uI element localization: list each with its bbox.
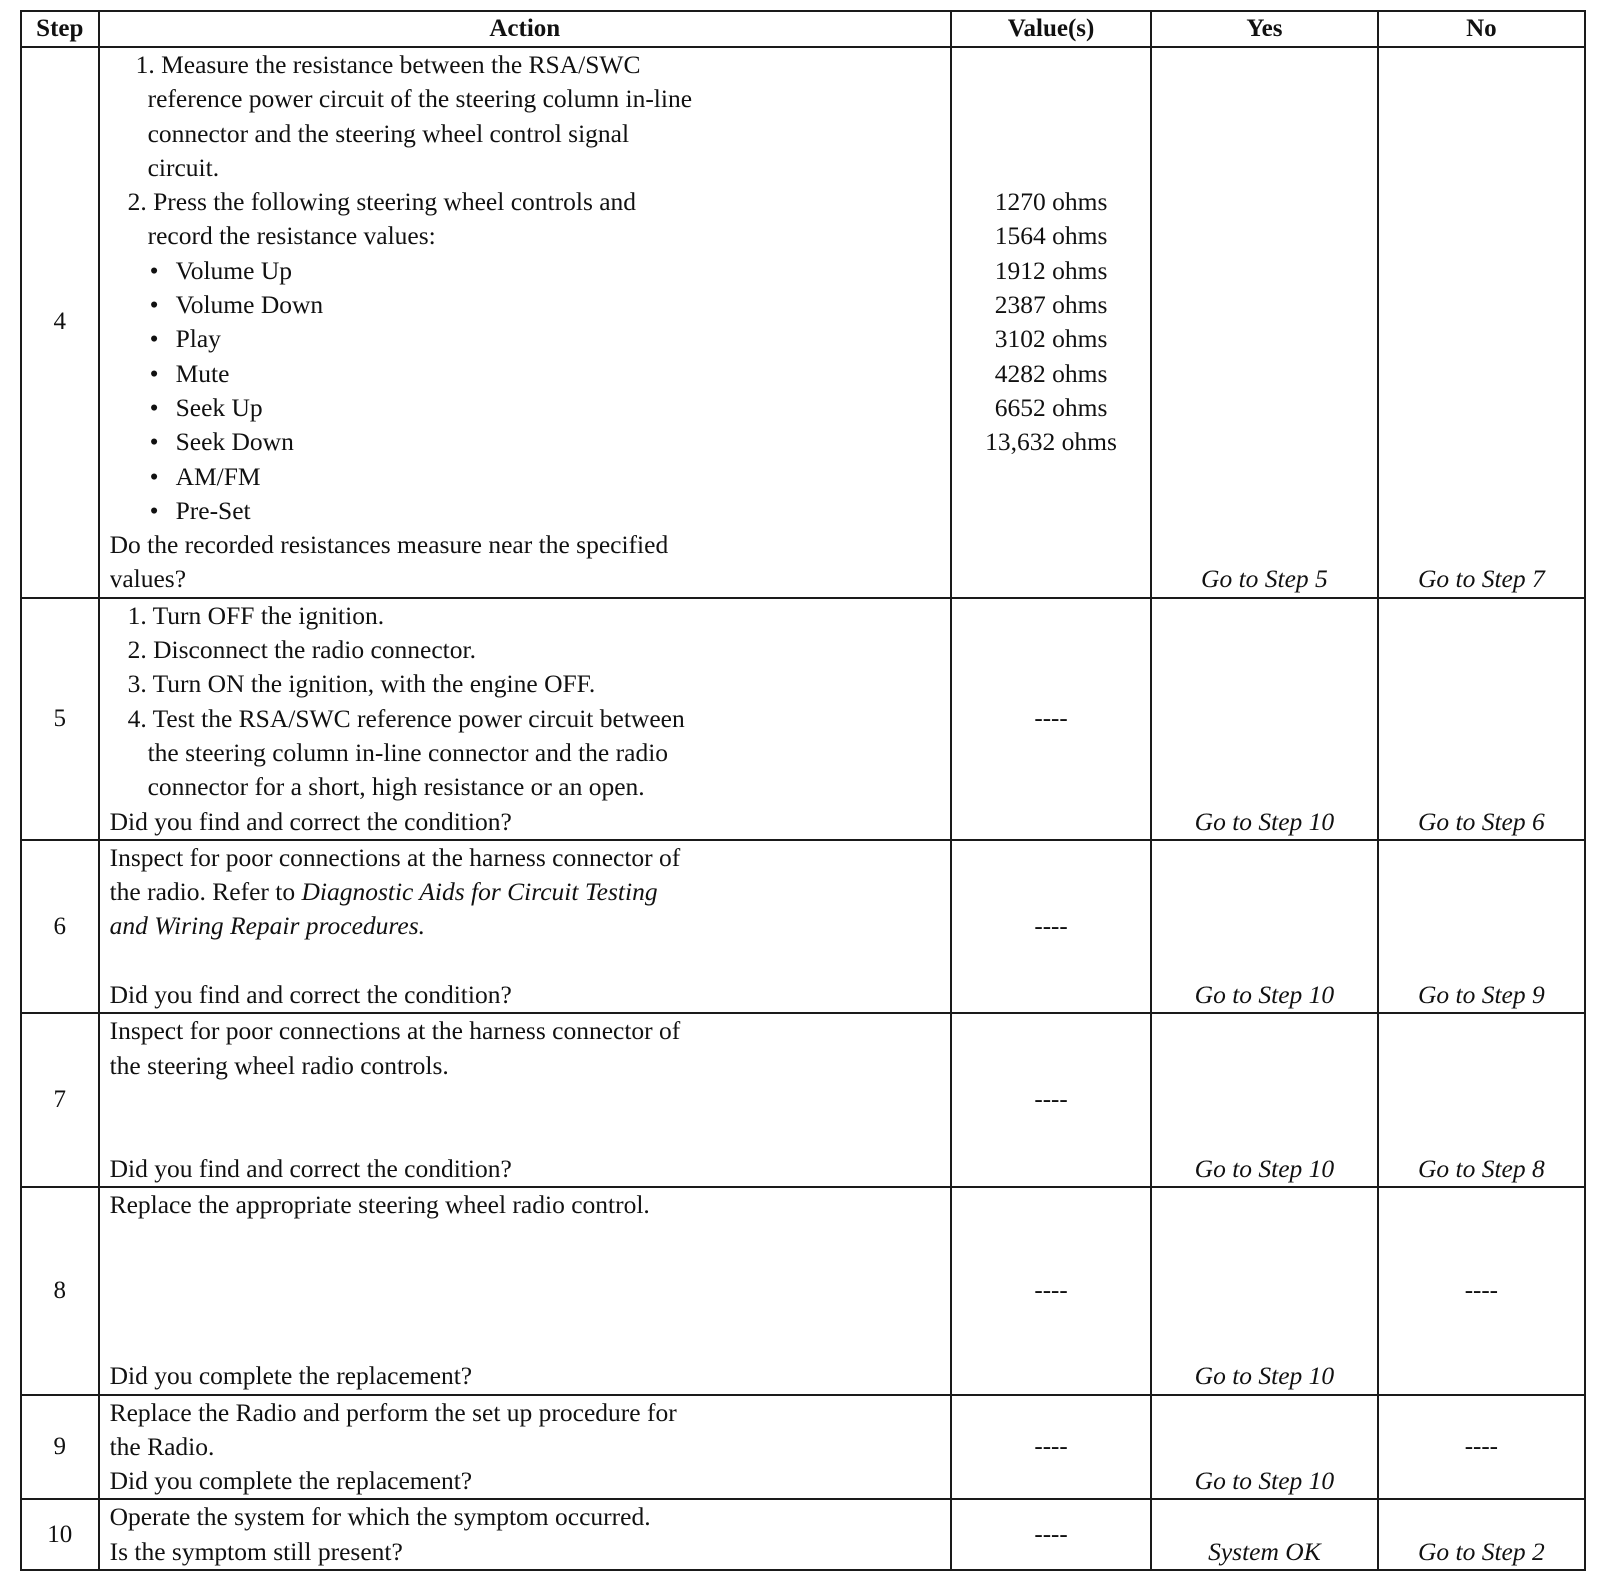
action-text: the radio. Refer to Diagnostic Aids for Circuit Testing — [109, 877, 658, 907]
bullet-item: • Seek Down — [110, 425, 950, 459]
table-row-step-7 — [21, 1013, 1585, 1186]
question-text: Did you find and correct the condition? — [109, 1153, 512, 1183]
header-row — [21, 11, 1585, 47]
header-yes: Yes — [1151, 11, 1378, 47]
action-text: Replace the appropriate steering wheel radio control. — [109, 1189, 650, 1219]
table-row-step-10 — [21, 1499, 1585, 1570]
yes-cell: System OK — [1151, 1499, 1378, 1570]
no-cell: Go to Step 2 — [1378, 1499, 1585, 1570]
numbered-item: 1. Turn OFF the ignition. — [127, 600, 385, 630]
bullet-icon: • — [149, 358, 159, 388]
item-text: record the resistance values: — [147, 221, 436, 251]
value-cell: ---- — [951, 1013, 1151, 1186]
question-text: Did you complete the replacement? — [109, 1466, 473, 1496]
action-text: Operate the system for which the symptom occurred. — [109, 1502, 651, 1532]
table-row-step-8 — [21, 1187, 1585, 1395]
question-text: Did you complete the replacement? — [109, 1361, 473, 1391]
bullet-icon: • — [149, 495, 159, 525]
action-text: the Radio. — [109, 1431, 215, 1461]
action-cell — [99, 1013, 951, 1186]
no-cell: Go to Step 8 — [1378, 1013, 1585, 1186]
yes-cell: Go to Step 10 — [1151, 1187, 1378, 1395]
action-cell — [99, 47, 951, 598]
numbered-item: 4. Test the RSA/SWC reference power circuit between — [127, 703, 685, 733]
value-item: 1564 ohms — [994, 221, 1108, 251]
action-text: Replace the Radio and perform the set up procedure for — [109, 1397, 677, 1427]
header-no: No — [1378, 11, 1585, 47]
step-number: 10 — [21, 1499, 99, 1570]
bullet-icon: • — [149, 392, 159, 422]
header-step: Step — [21, 11, 99, 47]
table-row-step-5 — [21, 598, 1585, 840]
question-text: Is the symptom still present? — [109, 1536, 403, 1566]
yes-cell: Go to Step 5 — [1151, 47, 1378, 598]
item-text: connector for a short, high resistance or an open. — [147, 772, 645, 802]
step-number: 9 — [21, 1395, 99, 1500]
action-cell — [99, 840, 951, 1013]
value-item: 13,632 ohms — [985, 427, 1117, 457]
question-text: Do the recorded resistances measure near the specified — [109, 530, 669, 560]
item-text: circuit. — [147, 152, 220, 182]
numbered-item — [110, 48, 950, 82]
no-cell: Go to Step 7 — [1378, 47, 1585, 598]
yes-cell: Go to Step 10 — [1151, 1013, 1378, 1186]
item-text: connector and the steering wheel control signal — [147, 118, 630, 148]
step-number: 6 — [21, 840, 99, 1013]
header-action: Action — [99, 11, 951, 47]
yes-cell: Go to Step 10 — [1151, 598, 1378, 840]
table-row-step-4 — [21, 47, 1585, 598]
value-cell: ---- — [951, 1499, 1151, 1570]
no-cell: ---- — [1378, 1187, 1585, 1395]
value-item: 1270 ohms — [994, 187, 1108, 217]
action-cell — [99, 1499, 951, 1570]
step-number: 8 — [21, 1187, 99, 1395]
question-text: Did you find and correct the condition? — [109, 980, 512, 1010]
diagnostic-table — [20, 10, 1586, 1571]
numbered-item — [110, 185, 950, 219]
numbered-item: 3. Turn ON the ignition, with the engine OFF. — [127, 669, 596, 699]
reference-link-text: and Wiring Repair procedures. — [109, 911, 425, 941]
bullet-item: • Volume Up — [110, 254, 950, 288]
value-item: 4282 ohms — [994, 358, 1108, 388]
bullet-item: • Seek Up — [110, 391, 950, 425]
step-number: 5 — [21, 598, 99, 840]
bullet-item: • Pre-Set — [110, 494, 950, 528]
bullet-icon: • — [149, 324, 159, 354]
value-item: 3102 ohms — [994, 324, 1108, 354]
table-row-step-6 — [21, 840, 1585, 1013]
question-text: values? — [109, 564, 187, 594]
item-text: reference power circuit of the steering column in-line — [147, 84, 693, 114]
action-cell — [99, 598, 951, 840]
value-cell: ---- — [951, 840, 1151, 1013]
bullet-icon: • — [149, 427, 159, 457]
bullet-item: • Volume Down — [110, 288, 950, 322]
action-cell — [99, 1395, 951, 1500]
value-cell: ---- — [951, 598, 1151, 840]
value-item: 1912 ohms — [994, 255, 1108, 285]
bullet-icon: • — [149, 255, 159, 285]
value-item: 6652 ohms — [994, 392, 1108, 422]
item-number: 2. — [127, 187, 147, 217]
bullet-icon: • — [149, 290, 159, 320]
bullet-icon: • — [149, 461, 159, 491]
yes-cell: Go to Step 10 — [1151, 840, 1378, 1013]
action-cell — [99, 1187, 951, 1395]
question-text: Did you find and correct the condition? — [109, 806, 512, 836]
action-text: the steering wheel radio controls. — [109, 1050, 449, 1080]
yes-cell: Go to Step 10 — [1151, 1395, 1378, 1500]
action-text: Inspect for poor connections at the harness connector of — [109, 1016, 681, 1046]
header-values: Value(s) — [951, 11, 1151, 47]
bullet-item: • Mute — [110, 357, 950, 391]
item-number: 1. — [135, 50, 155, 79]
numbered-item: 2. Disconnect the radio connector. — [127, 635, 476, 665]
step-number: 4 — [21, 47, 99, 598]
step-number: 7 — [21, 1013, 99, 1186]
no-cell: Go to Step 6 — [1378, 598, 1585, 840]
value-cell: ---- — [951, 1187, 1151, 1395]
item-text: the steering column in-line connector and the radio — [147, 737, 669, 767]
action-text: Inspect for poor connections at the harness connector of — [109, 842, 681, 872]
value-cell: ---- — [951, 1395, 1151, 1500]
item-text: Measure the resistance between the RSA/SWC — [161, 50, 641, 79]
no-cell: Go to Step 9 — [1378, 840, 1585, 1013]
values-cell — [951, 47, 1151, 598]
bullet-item: • Play — [110, 322, 950, 356]
bullet-item: • AM/FM — [110, 460, 950, 494]
no-cell: ---- — [1378, 1395, 1585, 1500]
table-row-step-9 — [21, 1395, 1585, 1500]
item-text: Press the following steering wheel controls and — [153, 187, 637, 217]
reference-link-text: Diagnostic Aids for Circuit Testing — [301, 877, 658, 907]
value-item: 2387 ohms — [994, 290, 1108, 320]
